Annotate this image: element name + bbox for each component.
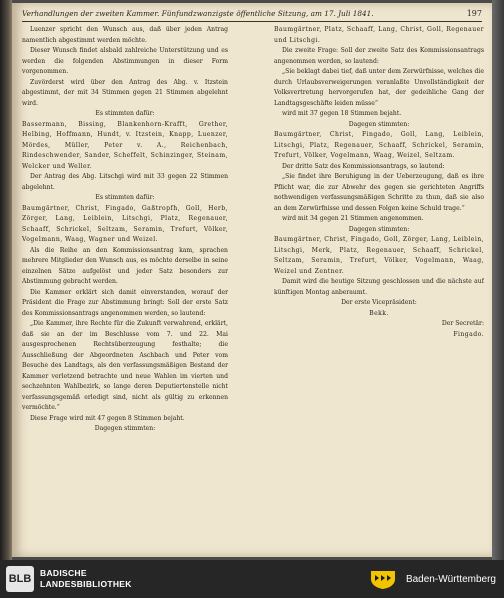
library-name[interactable] xyxy=(40,568,180,590)
state-name: Baden-Württemberg xyxy=(405,573,496,585)
left-column xyxy=(22,25,228,545)
page-edge xyxy=(492,0,504,560)
library-name-line2: LANDESBIBLIOTHEK xyxy=(40,579,132,589)
vote-result: wird mit 34 gegen 21 Stimmen angenommen. xyxy=(282,215,424,222)
footer-bar xyxy=(0,560,504,598)
signature-name: Fingado. xyxy=(453,330,484,338)
document-page xyxy=(12,3,492,557)
quoted-motion: „Sie beklagt dabei tief, daß unter dem Zerwürfnisse, welches die durch Urlaubsverweigerungen veranlaßte Unvollständigkeit der Volksvertretung hervorgerufen hat, der gedeihliche Gang der Landtagsgeschäfte leiden müsse“ xyxy=(274,68,484,107)
paragraph: Luenzer spricht den Wunsch aus, daß über jeden Antrag namentlich abgestimmt werden möchte. xyxy=(22,26,228,44)
running-head-title: Verhandlungen der zweiten Kammer. Fünfundzwanzigste öffentliche Sitzung, am 17. Juli 1841. xyxy=(22,9,374,18)
header-rule xyxy=(22,21,482,22)
quoted-motion: „Die Kammer, ihre Rechte für die Zukunft verwahrend, erklärt, daß sie an der im Beschlusse vom 7. und 22. Mai ausgesprochenen Rechtsüberzeugung festhalte; die Ausschließung der Abgeordneten Aschbach und Peter vom Besuche des Landtags, als den verfassungsmäßigen Bestand der Kammer verletzend betrachte und neue Wahlen im vierten und sechzehnten Wahlbezirk, so lange deren Deputiertenstelle nicht verfassungsgemäß erledigt sind, nicht als gültig zu erkennen vermöchte.“ xyxy=(22,320,228,411)
paragraph: Als die Reihe an den Kommissionsantrag kam, sprachen mehrere Mitglieder den Wunsch aus, es möchte derselbe in seine einzelnen Sätze aufgelöst und jeder Satz besonders zur Abstimmung gebracht werden. xyxy=(22,246,228,285)
vote-result: Diese Frage wird mit 47 gegen 8 Stimmen bejaht. xyxy=(30,414,185,422)
vote-heading: Dagegen stimmten: xyxy=(94,425,156,432)
crest-icon xyxy=(368,568,398,590)
paragraph: Der Antrag des Abg. Litschgi wird mit 33 gegen 22 Stimmen abgelehnt. xyxy=(22,173,228,191)
book-spine xyxy=(0,0,12,560)
vote-heading: Dagegen stimmten: xyxy=(348,225,410,233)
signature-title: Der erste Vicepräsident: xyxy=(341,299,417,306)
vote-names-list: Baumgärtner, Christ, Fingado, Goll, Zörger, Lang, Leiblein, Litschgi, Merk, Platz, Regenauer, Schaaff, Schrickel, Seltzam, Seramin, Trefurt, Völker, Vogelmann, Waag, Weizel und Zentner. xyxy=(274,236,484,275)
vote-names-list: Baumgärtner, Christ, Fingado, Gaßtropfh, Goll, Herb, Zörger, Lang, Leiblein, Litschgi, Platz, Regenauer, Schaaff, Schrickel, Seltzam, Seramin, Trefurt, Völker, Vogelmann, Waag, Wagner und Weizel. xyxy=(22,204,228,243)
vote-names-list: Bassermann, Bissing, Blankenhorn-Krafft, Grether, Helbing, Hoffmann, Hundt, v. Itzstein, Knapp, Luenzer, Mördes, Müller, Peter v. A., Reichenbach, Rindeschwender, Sander, Scheffelt, Schinzinger, Steinam, Welcker und Weller. xyxy=(22,120,228,170)
paragraph: Die Kammer erklärt sich damit einverstanden, worauf der Präsident die Frage zur Abstimmung bringt: Soll der erste Satz des Kommissionsantrags angenommen werden, so lautend: xyxy=(22,288,228,317)
vote-result: wird mit 37 gegen 18 Stimmen bejaht. xyxy=(282,110,402,117)
vote-names-list: Baumgärtner, Christ, Fingado, Goll, Lang, Leiblein, Litschgi, Platz, Regenauer, Schaaff, Schrickel, Seramin, Trefurt, Völker, Vogelmann, Waag, Weizel, Seltzam. xyxy=(274,131,484,159)
vote-heading: Es stimmten dafür: xyxy=(95,194,155,201)
signature-title: Der Secretär: xyxy=(441,320,484,327)
quoted-motion: „Sie findet ihre Beruhigung in der Ueberzeugung, daß es ihre Pflicht war, die zur Abwehr des gegen sie gerichteten Angriffs nothwendigen verfassungsmäßigen Schritte zu thun, daß sie also an dem Zerwürfnisse und dessen Folgen keine Schuld trage.“ xyxy=(274,173,484,212)
vote-heading: Dagegen stimmten: xyxy=(348,120,410,128)
paragraph: Zuvörderst wird über den Antrag des Abg. v. Itzstein abgestimmt, der mit 34 Stimmen gegen 21 Stimmen abgelehnt wird. xyxy=(22,78,228,107)
state-logo[interactable] xyxy=(368,568,496,590)
paragraph: Der dritte Satz des Kommissionsantrags, so lautend: xyxy=(282,162,445,170)
right-column xyxy=(274,25,484,545)
page-number: 197 xyxy=(466,9,482,18)
vote-heading: Es stimmten dafür: xyxy=(95,110,155,117)
paragraph: Die zweite Frage: Soll der zweite Satz des Kommissionsantrags angenommen werden, so lautend: xyxy=(274,47,484,65)
paragraph: Damit wird die heutige Sitzung geschlossen und die nächste auf künftigen Montag anberaumt. xyxy=(274,278,484,296)
vote-names-list: Baumgärtner, Platz, Schaaff, Lang, Christ, Goll, Regenauer und Litschgi. xyxy=(274,26,484,44)
library-name-line1: BADISCHE xyxy=(40,568,87,578)
signature-name: Bekk. xyxy=(369,309,389,317)
blb-logo-icon[interactable]: BLB xyxy=(6,566,34,592)
paragraph: Dieser Wunsch findet alsbald zahlreiche Unterstützung und es werden die folgenden Abstimmungen in dieser Form vorgenommen. xyxy=(22,47,228,75)
